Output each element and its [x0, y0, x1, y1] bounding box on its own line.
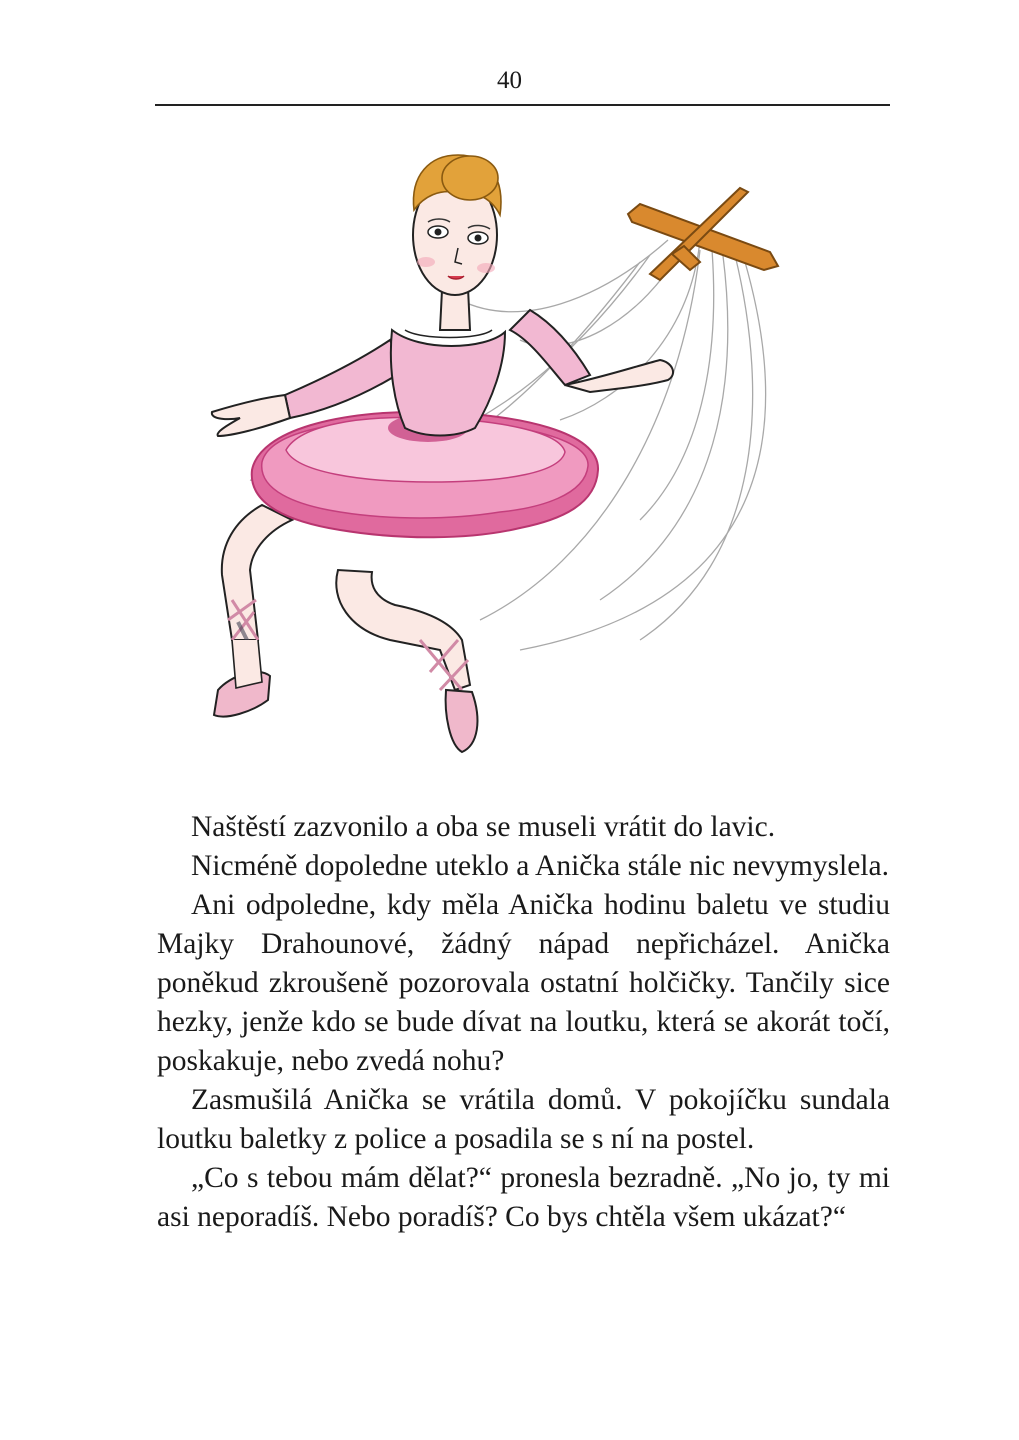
control-bar — [628, 188, 778, 280]
left-leg — [214, 505, 292, 717]
ballerina-marionette-illustration — [190, 148, 790, 778]
head — [413, 155, 501, 330]
page-number: 40 — [497, 67, 522, 94]
paragraph: Zasmušilá Anička se vrátila domů. V pokojíčku sundala loutku baletky z police a posadila se s ní na postel. — [157, 1084, 890, 1155]
paragraph: „Co s tebou mám dělat?“ pronesla bezradně. „No jo, ty mi asi neporadíš. Nebo poradíš? Co bys chtěla všem ukázat?“ — [157, 1162, 890, 1233]
paragraph: Ani odpoledne, kdy měla Anička hodinu baletu ve studiu Majky Drahounové, žádný nápad nepřicházel. Anička poněkud zkroušeně pozorovala ostatní holčičky. Tančily sice hezky, jenže kdo se bude dívat na loutku, která se akorát točí, poskakuje, nebo zvedá nohu? — [157, 889, 890, 1077]
right-leg — [336, 570, 477, 752]
paragraph: Nicméně dopoledne uteklo a Anička stále nic nevymyslela. — [191, 850, 889, 882]
body-text — [157, 808, 890, 1237]
header-rule — [155, 104, 890, 106]
paragraph: Naštěstí zazvonilo a oba se museli vrátit do lavic. — [191, 811, 776, 843]
